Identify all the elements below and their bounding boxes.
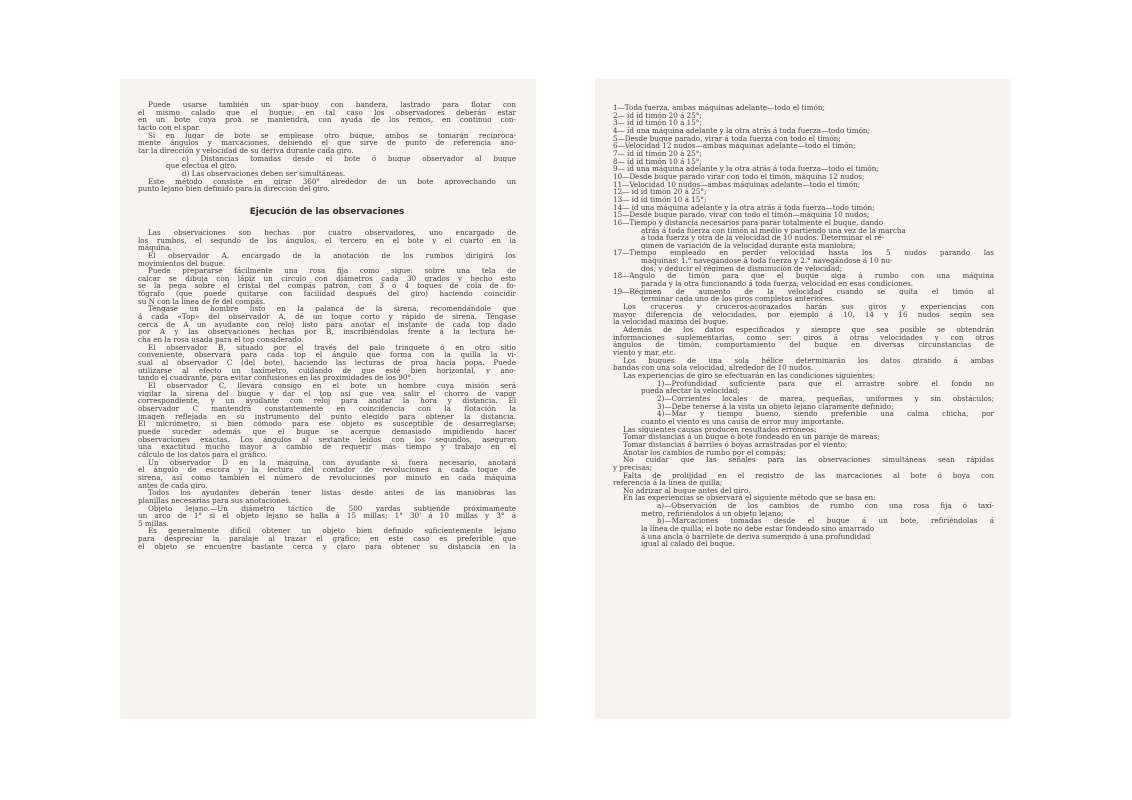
right-body-line: 13— íd íd timón 10 á 15°; xyxy=(613,195,707,204)
left-body-line: Las observaciones son hechas por cuatro observadores, uno encargado de xyxy=(148,228,516,237)
right-body-line: y precisas; xyxy=(613,463,653,472)
right-body-line: Tomar distancias á un buque ó bote fondeado en un paraje de mareas; xyxy=(623,433,880,441)
left-intro-line: Este método consiste en girar 360° alrededor de un bote aprovechando un xyxy=(148,177,516,186)
left-body-line: cerca de A un ayudante con reloj listo para anotar el instante de cada top dado xyxy=(138,320,516,329)
left-body-line: á cada «Top» del observador A, dé un toque corto y rápido de sirena. Téngase xyxy=(138,313,516,321)
right-body-line: 6—Velocidad 12 nudos—ambas máquinas adelante—todo el timón; xyxy=(613,142,856,150)
left-body-line: utilizarse al efecto un taxímetro, cuidando de que esté bien horizontal, y ano- xyxy=(138,366,516,375)
left-body-line: cálculo de los datos para el gráfico. xyxy=(138,450,268,459)
right-body-line: 2)—Corrientes locales de marea, pequeñas, uniformes y sin obstáculos; xyxy=(657,394,994,403)
right-body-line: 3)—Debe tenerse á la vista un objeto lejano claramente definido; xyxy=(657,402,894,411)
right-body-text xyxy=(613,104,994,548)
left-body-line: el ángulo de escora y la lectura del contador de revoluciones á cada toque de xyxy=(138,466,516,474)
left-body-line: máquina. xyxy=(138,244,172,252)
left-intro-text xyxy=(138,101,516,193)
right-body-line: 14— íd una máquina adelante y la otra atrás á toda fuerza—todo timón; xyxy=(613,203,875,212)
left-body-line: una exactitud mucho mayor á cambio de requerir más tiempo y trabajo en el xyxy=(138,443,516,451)
right-body-line: Anotar los cambios de rumbo por el compás; xyxy=(623,448,786,457)
left-body-line: observaciones exactas. Los ángulos al sextante leídos con los segundos, aseguran xyxy=(138,435,516,444)
right-body-line: cuanto el viento es una causa de error muy importante. xyxy=(641,417,844,426)
right-body-line: á toda fuerza y otra de la velocidad de 10 nudos. Determinar el ré- xyxy=(641,234,885,242)
right-body-line: 4)—Mar y tiempo bueno, siendo preferible una calma chicha, por xyxy=(657,410,994,418)
left-body-line: sual al observador C (del bote), haciendo las lecturas de proa hacia popa. Puede xyxy=(138,359,516,367)
right-body-line: terminar cada uno de los giros completos anteriores. xyxy=(641,295,835,304)
right-body-line: 1—Toda fuerza, ambas máquinas adelante—todo el timón; xyxy=(613,104,825,112)
right-body-line: Los cruceros y cruceros-acorazados harán sus giros y experiencias con xyxy=(623,303,994,311)
left-intro-line: mente ángulos y marcaciones, debiendo el que sirve de punto de referencia ano- xyxy=(138,139,516,147)
right-body-line: máquinas: 1.° navegándose á toda fuerza y 2.° navegándose á 10 nu- xyxy=(641,257,893,265)
right-body-line: 19—Régimen de aumento de la velocidad cuando se quita el timón al xyxy=(613,287,994,296)
left-body-line: Objeto lejano.—Un diámetro táctico de 500 yardas subtiende próximamente xyxy=(148,504,516,513)
right-body-line: Las experiencias de giro se efectuarán en las condiciones siguientes: xyxy=(623,371,876,380)
left-intro-line: punto lejano bien definido para la dirección del giro. xyxy=(138,185,330,193)
right-body-line: viento y mar, etc. xyxy=(613,349,676,357)
right-body-line: 4— íd una máquina adelante y la otra atrás á toda fuerza—todo timón; xyxy=(613,126,870,135)
right-body-line: parada y la otra funcionando á toda fuerza; velocidad en esas condiciones. xyxy=(641,280,914,288)
left-body-line: observador C mantendrá constantemente en coincidencia con la flotación la xyxy=(138,404,516,413)
right-body-line: 5—Desde buque parado, virar á toda fuerza con todo el timón; xyxy=(613,134,841,143)
left-body-line: El observador C, llevará consigo en el bote un hombre cuya misión será xyxy=(148,382,516,390)
left-body-line: tógrafo (que puede quitarse con facilidad después del giro) haciendo coincidir xyxy=(138,290,516,298)
right-body-line: 9— íd una máquina adelante y la otra atrás á toda fuerza—todo el timón; xyxy=(613,165,879,173)
right-body-line: b)—Marcaciones tomadas desde el buque á un bote, refiriéndolas á xyxy=(657,517,994,526)
right-body-line: informaciones suplementarias, como ser: giros á otras velocidades y con otros xyxy=(613,333,994,342)
left-body-line: antes de cada giro. xyxy=(138,481,208,490)
right-page xyxy=(595,79,1011,719)
left-body-text xyxy=(138,229,516,551)
right-body-line: No cuidar que las señales para las observaciones simultáneas sean rápidas xyxy=(623,456,994,464)
right-body-line: mayor diferencia de velocidades, por ejemplo á 10, 14 y 16 nudos según sea xyxy=(613,310,994,319)
right-body-line: 10—Desde buque parado virar con todo el timón, máquina 12 nudos; xyxy=(613,172,865,181)
left-body-line: planillas necesarias para sus anotaciones. xyxy=(138,496,292,505)
right-body-line: pueda afectar la velocidad; xyxy=(641,387,740,395)
right-body-line: 3— íd íd timón 10 á 15°; xyxy=(613,119,702,127)
left-body-line: El observador A, encargado de la anotación de los rumbos dirigirá los xyxy=(148,251,516,260)
right-body-line: Además de los datos especificados y siempre que sea posible se obtendrán xyxy=(623,326,994,334)
right-body-line: 2— íd íd timón 20 á 25°; xyxy=(613,111,702,120)
left-intro-line: que efectúa el giro. xyxy=(166,162,237,170)
left-body-line: movimientos del buque. xyxy=(138,259,226,268)
left-body-line: su N con la línea de fe del compás. xyxy=(138,297,266,306)
left-body-line: El micrómetro, si bien cómodo para ese objeto es susceptible de desarreglarse; xyxy=(138,420,516,428)
left-body-line: Es generalmente difícil obtener un objeto bien definido suficientemente lejano xyxy=(148,527,516,536)
right-body-line: Falta de prolijidad en el registro de las marcaciones al bote ó boya con xyxy=(623,471,994,480)
right-body-line: No adrizar al buque antes del giro. xyxy=(623,486,751,495)
right-body-line: referencia á la línea de quilla; xyxy=(613,479,723,487)
left-body-line: sirena, así como también el número de revoluciones por minuto en cada máquina xyxy=(138,473,516,482)
left-intro-line: tar la dirección y velocidad de su deriva durante cada giro. xyxy=(138,146,354,155)
left-body-line: los rumbos, el segundo de los ángulos, el tercero en el bote y el cuarto en la xyxy=(138,236,516,245)
left-body-line: para despreciar la paralaje al trazar el gráfico; en este caso es preferible que xyxy=(138,535,516,543)
right-body-line: la línea de quilla; el bote no debe estar fondeado sino amarrado xyxy=(641,525,875,533)
right-body-line: En las experiencias se observará el siguiente método que se basa en: xyxy=(623,494,876,503)
right-body-line: 15—Desde buque parado, virar con todo el timón—máquina 10 nudos; xyxy=(613,211,870,219)
left-body-line: vigilar la sirena del buque y dar el top así que vea salir el chorro de vapor xyxy=(138,389,516,398)
right-body-line: igual al calado del buque. xyxy=(641,540,735,549)
right-body-line: Las siguientes causas producen resultados erróneos: xyxy=(623,425,817,434)
right-body-line: Tomar distancias á barriles ó boyas arrastradas por el viento; xyxy=(623,440,848,449)
left-intro-line: tacto con el spar. xyxy=(138,123,201,132)
left-body-line: puede suceder además que el buque se acerque demasiado impidiendo hacer xyxy=(138,427,516,436)
left-body-line: por A y las observaciones hechas por B, inscribiéndolas frente á la lectura he- xyxy=(138,328,516,337)
right-body-line: gimen de variación de la velocidad durante esta maniobra; xyxy=(641,241,856,250)
left-body-line: un arco de 1° si el objeto lejano se halla á 15 millas; 1° 30' á 10 millas y 3° á xyxy=(138,512,516,520)
left-body-line: 5 millas. xyxy=(138,519,169,528)
left-body-line: el objeto se encuentre bastante cerca y claro para obtener su distancia en la xyxy=(138,542,516,551)
left-body-line: imagen reflejada en su instrumento del punto elegido para obtener la distancia. xyxy=(138,412,516,421)
right-body-line: 11—Velocidad 10 nudos—ambas máquinas adelante—todo el timón; xyxy=(613,180,861,189)
right-body-line: Los buques de una sola hélice determinarán los datos girando á ambas xyxy=(623,356,994,365)
left-body-line: conveniente, observará para cada top el ángulo que forma con la quilla la vi- xyxy=(138,351,516,360)
right-body-line: 1)—Profundidad suficiente para que el arrastre sobre el fondo no xyxy=(657,379,994,388)
left-body-line: se la pega sobre el cristal del compás patrón, con 3 ó 4 toques de cola de fo- xyxy=(138,282,516,291)
left-page xyxy=(120,79,536,719)
left-intro-line: d) Las observaciones deben ser simultáneas. xyxy=(182,169,346,178)
section-heading: Ejecución de las observaciones xyxy=(249,206,405,217)
left-body-line: Todos los ayudantes deberán tener listas desde antes de las maniobras las xyxy=(148,489,516,497)
right-body-line: 16—Tiempo y distancia necesarios para parar totalmente el buque, dando xyxy=(613,218,884,227)
right-body-line: metro, refiriéndolos á un objeto lejano; xyxy=(641,509,784,518)
left-intro-line: en un bote cuya proa se mantendrá, con ayuda de los remos, en continuo con- xyxy=(138,116,516,124)
right-body-line: ángulos de timón, comportamiento del buque en diversas circunstancias de xyxy=(613,341,994,349)
left-intro-line: Si en lugar de bote se emplease otro buque, ambos se tomarán recíproca- xyxy=(148,131,516,140)
left-intro-line: Puede usarse también un spar-buoy con bandera, lastrado para flotar con xyxy=(148,101,516,109)
left-body-line: tando el cuadrante, para evitar confusiones en las proximidades de los 90°. xyxy=(138,374,414,382)
left-body-line: Puede prepararse fácilmente una rosa fija como sigue: sobre una tela de xyxy=(148,267,516,275)
left-intro-line: c) Distancias tomadas desde el bote ó buque observador al buque xyxy=(182,154,516,163)
left-body-line: correspondiente, y un ayudante con reloj para anotar la hora y distancia. El xyxy=(138,397,516,405)
left-body-line: Un observador D en la máquina, con ayudante si fuera necesario, anotará xyxy=(148,458,516,467)
right-body-line: 8— íd íd timón 10 á 15°; xyxy=(613,157,702,166)
left-body-line: cha en la rosa usada para el top considerado. xyxy=(138,336,304,344)
right-body-line: bandas con una sola velocidad, alrededor de 10 nudos. xyxy=(613,364,814,372)
left-body-line: calcar se dibuja con lápiz un círculo con diámetros cada 30 grados y hecho esto xyxy=(138,274,516,283)
right-body-line: 7— íd íd timón 20 á 25°; xyxy=(613,149,702,158)
left-intro-line: el mismo calado que el buque; en tal caso los observadores deberán estar xyxy=(138,108,516,117)
right-body-line: á una ancla ó barrilete de deriva sumergido á una profundidad xyxy=(641,532,871,541)
right-body-line: 17—Tiempo empleado en perder velocidad hasta los 5 nudos parando las xyxy=(613,249,994,258)
right-body-line: la velocidad máxima del buque. xyxy=(613,318,729,327)
right-body-line: atrás á toda fuerza con timón al medio y partiendo una vez de la marcha xyxy=(641,226,906,235)
left-body-line: El observador B, situado por el través del palo trinquete ó en otro sitio xyxy=(148,343,516,352)
left-body-line: Téngase un hombre listo en la palanca de la sirena, recomendándole que xyxy=(148,305,516,314)
right-body-line: a)—Observación de los cambios de rumbo con una rosa fija ó taxí- xyxy=(657,502,994,510)
right-body-line: 18—Ángulo de timón para que el buque siga á rumbo con una máquina xyxy=(613,272,994,281)
right-body-line: 12— íd íd timón 20 á 25°; xyxy=(613,188,707,196)
right-body-line: dos; y deducir el régimen de disminución de velocidad; xyxy=(641,264,843,273)
